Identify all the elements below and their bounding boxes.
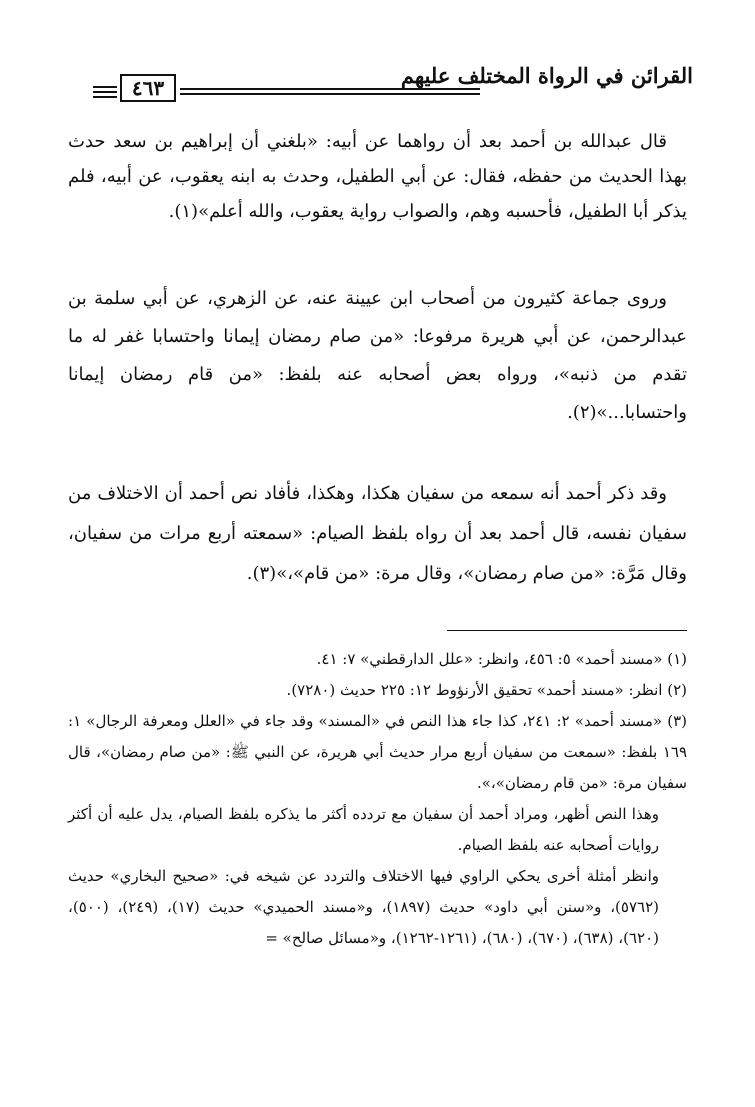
paragraph-text: قال عبدالله بن أحمد بعد أن رواهما عن أبيه: «بلغني أن إبراهيم بن سعد حدث بهذا الحديث من حفظه، فقال: عن أبي الطفيل، وحدث به ابنه يعقوب، عن أبيه، فلم يذكر أبا الطفيل، فأحسبه وهم، والصواب رواية يعقوب، والله أعلم»(١). xyxy=(68,131,687,222)
footnote-continuation: وانظر أمثلة أخرى يحكي الراوي فيها الاختلاف والتردد عن شيخه في: «صحيح البخاري» حديث (٥٧٦٢)، و«سنن أبي داود» حديث (١٨٩٧)، و«مسند الحميدي» حديث (١٧)، (٢٤٩)، (٥٠٠)، (٦٢٠)، (٦٣٨)، (٦٧٠)، (٦٨٠)، (١٢٦١-١٢٦٢)، و«مسائل صالح» = xyxy=(68,867,659,947)
footnote-separator xyxy=(447,630,687,631)
running-title: القرائن في الرواة المختلف عليهم xyxy=(400,63,693,88)
header-rule-left xyxy=(93,91,117,93)
header-rule xyxy=(180,88,480,90)
footnote: (٢) انظر: «مسند أحمد» تحقيق الأرنؤوط ١٢: ٢٢٥ حديث (٧٢٨٠). xyxy=(286,681,687,699)
header-rule-left xyxy=(93,96,117,98)
footnote-continuation: وهذا النص أظهر، ومراد أحمد أن سفيان مع تردده أكثر ما يذكره بلفظ الصيام، يدل عليه أن أكثر روايات أصحابه عنه بلفظ الصيام. xyxy=(68,805,659,854)
header-rule xyxy=(180,93,480,95)
footnotes xyxy=(68,644,687,954)
body-paragraph xyxy=(68,280,687,432)
paragraph-text: وقد ذكر أحمد أنه سمعه من سفيان هكذا، وهكذا، فأفاد نص أحمد أن الاختلاف من سفيان نفسه، قال أحمد بعد أن رواه بلفظ الصيام: «سمعته أربع مرات من سفيان، وقال مَرَّة: «من صام رمضان»، وقال مرة: «من قام»،»(٣). xyxy=(68,483,687,584)
header-rule-left xyxy=(93,86,117,88)
body-paragraph xyxy=(68,124,687,229)
footnote: (١) «مسند أحمد» ٥: ٤٥٦، وانظر: «علل الدارقطني» ٧: ٤١. xyxy=(316,650,687,668)
footnote: (٣) «مسند أحمد» ٢: ٢٤١، كذا جاء هذا النص في «المسند» وقد جاء في «العلل ومعرفة الرجال» ١: ١٦٩ بلفظ: «سمعت من سفيان أربع مرار حديث أبي هريرة، عن النبي ﷺ: «من صام رمضان»، قال سفيان مرة: «من قام رمضان»،». xyxy=(68,712,688,792)
body-paragraph xyxy=(68,474,687,594)
paragraph-text: وروى جماعة كثيرون من أصحاب ابن عيينة عنه، عن الزهري، عن أبي سلمة بن عبدالرحمن، عن أبي هريرة مرفوعا: «من صام رمضان إيمانا واحتسابا غفر له ما تقدم من ذنبه»، ورواه بعض أصحابه عنه بلفظ: «من قام رمضان إيمانا واحتسابا...»(٢). xyxy=(68,288,687,423)
page-number: ٤٦٣ xyxy=(120,74,176,102)
